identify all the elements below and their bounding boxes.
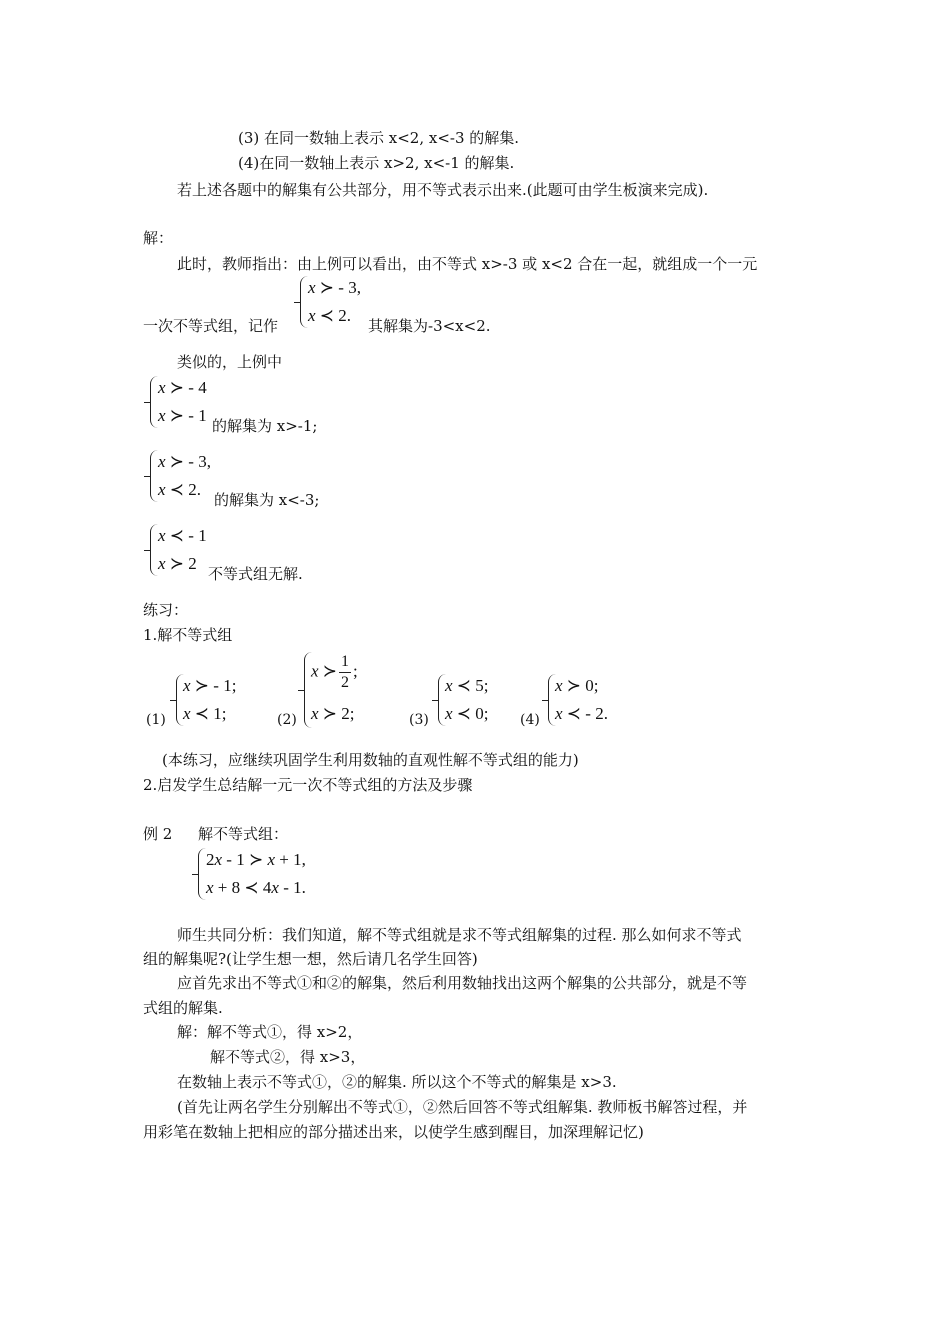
system-row: x ≻ 2; — [311, 704, 355, 723]
teacher-line: 此时，教师指出：由上例可以看出，由不等式 x>-3 或 x<2 合在一起，就组成一个一元 — [177, 255, 758, 273]
solution-step-3: 在数轴上表示不等式①，②的解集. 所以这个不等式的解集是 x>3. — [177, 1073, 617, 1091]
method-line-2: 式组的解集. — [143, 999, 223, 1017]
practice-system-3 — [438, 674, 496, 730]
analysis-line-2: 组的解集呢?(让学生想一想，然后请几名学生回答) — [143, 950, 478, 968]
solution-step-2: 解不等式②，得 x>3， — [210, 1048, 366, 1066]
ex3-note: 不等式组无解. — [208, 565, 303, 583]
system-row: x ≺ 5; — [445, 676, 489, 695]
system-row: x ≺ - 2. — [555, 704, 608, 723]
inequality-system-ex3 — [150, 524, 214, 580]
practice-1-label: (1) — [146, 712, 166, 728]
system-row: x ≻ - 1; — [183, 676, 237, 695]
practice-2-label: (2) — [277, 712, 297, 728]
system-row: x ≺ - 1 — [158, 526, 207, 545]
ex1-note: 的解集为 x>-1; — [212, 417, 318, 435]
system-row: 2x - 1 ≻ x + 1, — [206, 850, 306, 869]
system-row: x ≻ - 3, — [158, 452, 211, 471]
fraction-numerator: 1 — [339, 652, 351, 673]
practice-4-label: (4) — [520, 712, 540, 728]
solution-label: 解： — [143, 229, 174, 247]
system-row: x ≺ 0; — [445, 704, 489, 723]
ex2-note: 的解集为 x<-3; — [214, 491, 320, 509]
teaching-note-1: (首先让两名学生分别解出不等式①，②然后回答不等式组解集. 教师板书解答过程，并 — [177, 1098, 748, 1116]
solution-step-1: 解：解不等式①，得 x>2， — [177, 1023, 363, 1041]
system-row — [311, 652, 358, 693]
method-line-1: 应首先求出不等式①和②的解集，然后利用数轴找出这两个解集的公共部分，就是不等 — [177, 974, 748, 992]
analysis-line-1: 师生共同分析：我们知道，解不等式组就是求不等式组解集的过程. 那么如何求不等式 — [177, 926, 742, 944]
fraction-denominator: 2 — [341, 674, 350, 691]
inequality-system-ex2 — [150, 450, 220, 506]
instruction-text: 若上述各题中的解集有公共部分，用不等式表示出来.(此题可由学生板演来完成). — [177, 181, 709, 199]
row-suffix: ; — [353, 661, 358, 681]
system-row: x ≻ 2 — [158, 554, 197, 573]
practice-system-2 — [304, 652, 368, 730]
fraction — [339, 652, 351, 693]
practice-system-1 — [176, 674, 238, 730]
row-prefix: x ≻ — [311, 661, 338, 681]
example-2-title: 解不等式组： — [198, 825, 289, 843]
system-row: x ≻ - 4 — [158, 378, 207, 397]
practice-q2: 2.启发学生总结解一元一次不等式组的方法及步骤 — [143, 776, 473, 794]
item-3-text: (3) 在同一数轴上表示 x<2, x<-3 的解集. — [238, 129, 520, 147]
practice-title: 练习： — [143, 601, 189, 619]
record-suffix: 其解集为-3<x<2. — [368, 317, 491, 335]
practice-q1: 1.解不等式组 — [143, 626, 233, 644]
practice-note: (本练习，应继续巩固学生利用数轴的直观性解不等式组的能力) — [162, 751, 579, 769]
record-prefix: 一次不等式组，记作 — [143, 317, 279, 335]
system-row: x ≺ 1; — [183, 704, 227, 723]
teaching-note-2: 用彩笔在数轴上把相应的部分描述出来，以使学生感到醒目，加深理解记忆) — [143, 1123, 644, 1141]
item-4-text: (4)在同一数轴上表示 x>2, x<-1 的解集. — [238, 154, 515, 172]
example-2-system — [198, 848, 328, 904]
system-row: x ≻ 0; — [555, 676, 599, 695]
inequality-system-main — [300, 276, 370, 332]
example-2-label: 例 2 — [143, 825, 173, 843]
system-row: x + 8 ≺ 4x - 1. — [206, 878, 306, 897]
system-row: x ≻ - 3, — [308, 278, 361, 297]
similar-text: 类似的，上例中 — [177, 353, 283, 371]
practice-3-label: (3) — [409, 712, 429, 728]
inequality-system-ex1 — [150, 376, 214, 432]
practice-system-4 — [548, 674, 618, 730]
system-row: x ≺ 2. — [308, 306, 352, 325]
system-row: x ≺ 2. — [158, 480, 202, 499]
system-row: x ≻ - 1 — [158, 406, 207, 425]
